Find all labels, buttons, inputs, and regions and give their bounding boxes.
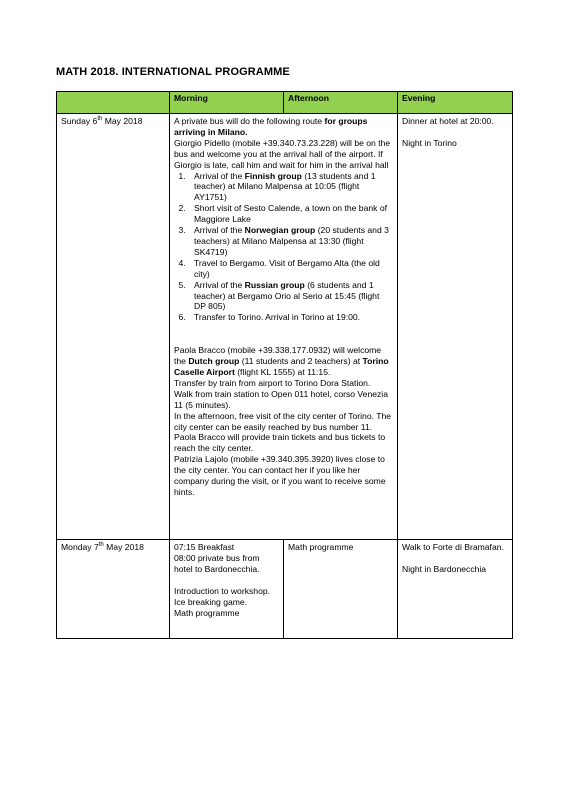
walk-paragraph: Walk from train station to Open 011 hotel, corso Venezia 11 (5 minutes). <box>174 388 388 410</box>
table-row-monday <box>57 540 513 639</box>
patrizia-paragraph: Patrizia Lajolo (mobile +39.340.395.3920) lives close to the city center. You can contact her if you like her company during the visit, or if you want to receive some hints. <box>174 454 386 497</box>
header-date <box>57 92 170 114</box>
transfer-paragraph: Transfer by train from airport to Torino Dora Station. <box>174 377 371 388</box>
list-item: 3. Arrival of the Norwegian group (20 students and 3 teachers) at Milano Malpensa at 13:30 (flight SK4719) <box>188 225 393 258</box>
giorgio-paragraph: Giorgio Pidello (mobile +39.340.73.23.228) will be on the bus and welcome you at the arrival hall of the airport. If Giorgio is late, call him and wait for him in the arrival hall <box>174 137 391 170</box>
evening-cell: Walk to Forte di Bramafan. Night in Bardonecchia <box>398 540 513 639</box>
morning-cell: 07:15 Breakfast 08:00 private bus from hotel to Bardonecchia. Introduction to workshop. Ice breaking game. Math programme <box>170 540 284 639</box>
afternoon-cell: Math programme <box>284 540 398 639</box>
tickets-paragraph: Paola Bracco will provide train tickets and bus tickets to reach the city center. <box>174 432 386 454</box>
date-cell: Sunday 6th May 2018 <box>57 114 170 540</box>
programme-table <box>56 91 513 639</box>
list-item: 4. Travel to Bergamo. Visit of Bergamo Alta (the old city) <box>188 258 393 280</box>
route-list <box>174 171 393 324</box>
dutch-paragraph: Paola Bracco (mobile +39.338.177.0932) will welcome the Dutch group (11 students and 2 teachers) at Torino Caselle Airport (flight KL 1555) at 11:15. <box>174 345 389 378</box>
list-item: 6. Transfer to Torino. Arrival in Torino at 19:00. <box>188 312 393 323</box>
evening-cell: Dinner at hotel at 20:00. Night in Torino <box>398 114 513 540</box>
header-afternoon: Afternoon <box>284 92 398 114</box>
morning-afternoon-cell <box>170 114 398 540</box>
list-item: 5. Arrival of the Russian group (6 students and 1 teacher) at Bergamo Orio al Serio at 15:45 (flight DP 805) <box>188 280 393 313</box>
header-row <box>57 92 513 114</box>
date-cell: Monday 7th May 2018 <box>57 540 170 639</box>
list-item: 2. Short visit of Sesto Calende, a town on the bank of Maggiore Lake <box>188 203 393 225</box>
afternoon-paragraph: In the afternoon, free visit of the city center of Torino. The city center can be easily reached by bus number 11. <box>174 410 392 432</box>
header-morning: Morning <box>170 92 284 114</box>
table-row-sunday <box>57 114 513 540</box>
header-evening: Evening <box>398 92 513 114</box>
document-title: MATH 2018. INTERNATIONAL PROGRAMME <box>56 66 290 78</box>
intro-paragraph: A private bus will do the following route for groups arriving in Milano. <box>174 116 368 137</box>
list-item: 1. Arrival of the Finnish group (13 students and 1 teacher) at Milano Malpensa at 10:05 (flight AY1751) <box>188 171 393 204</box>
